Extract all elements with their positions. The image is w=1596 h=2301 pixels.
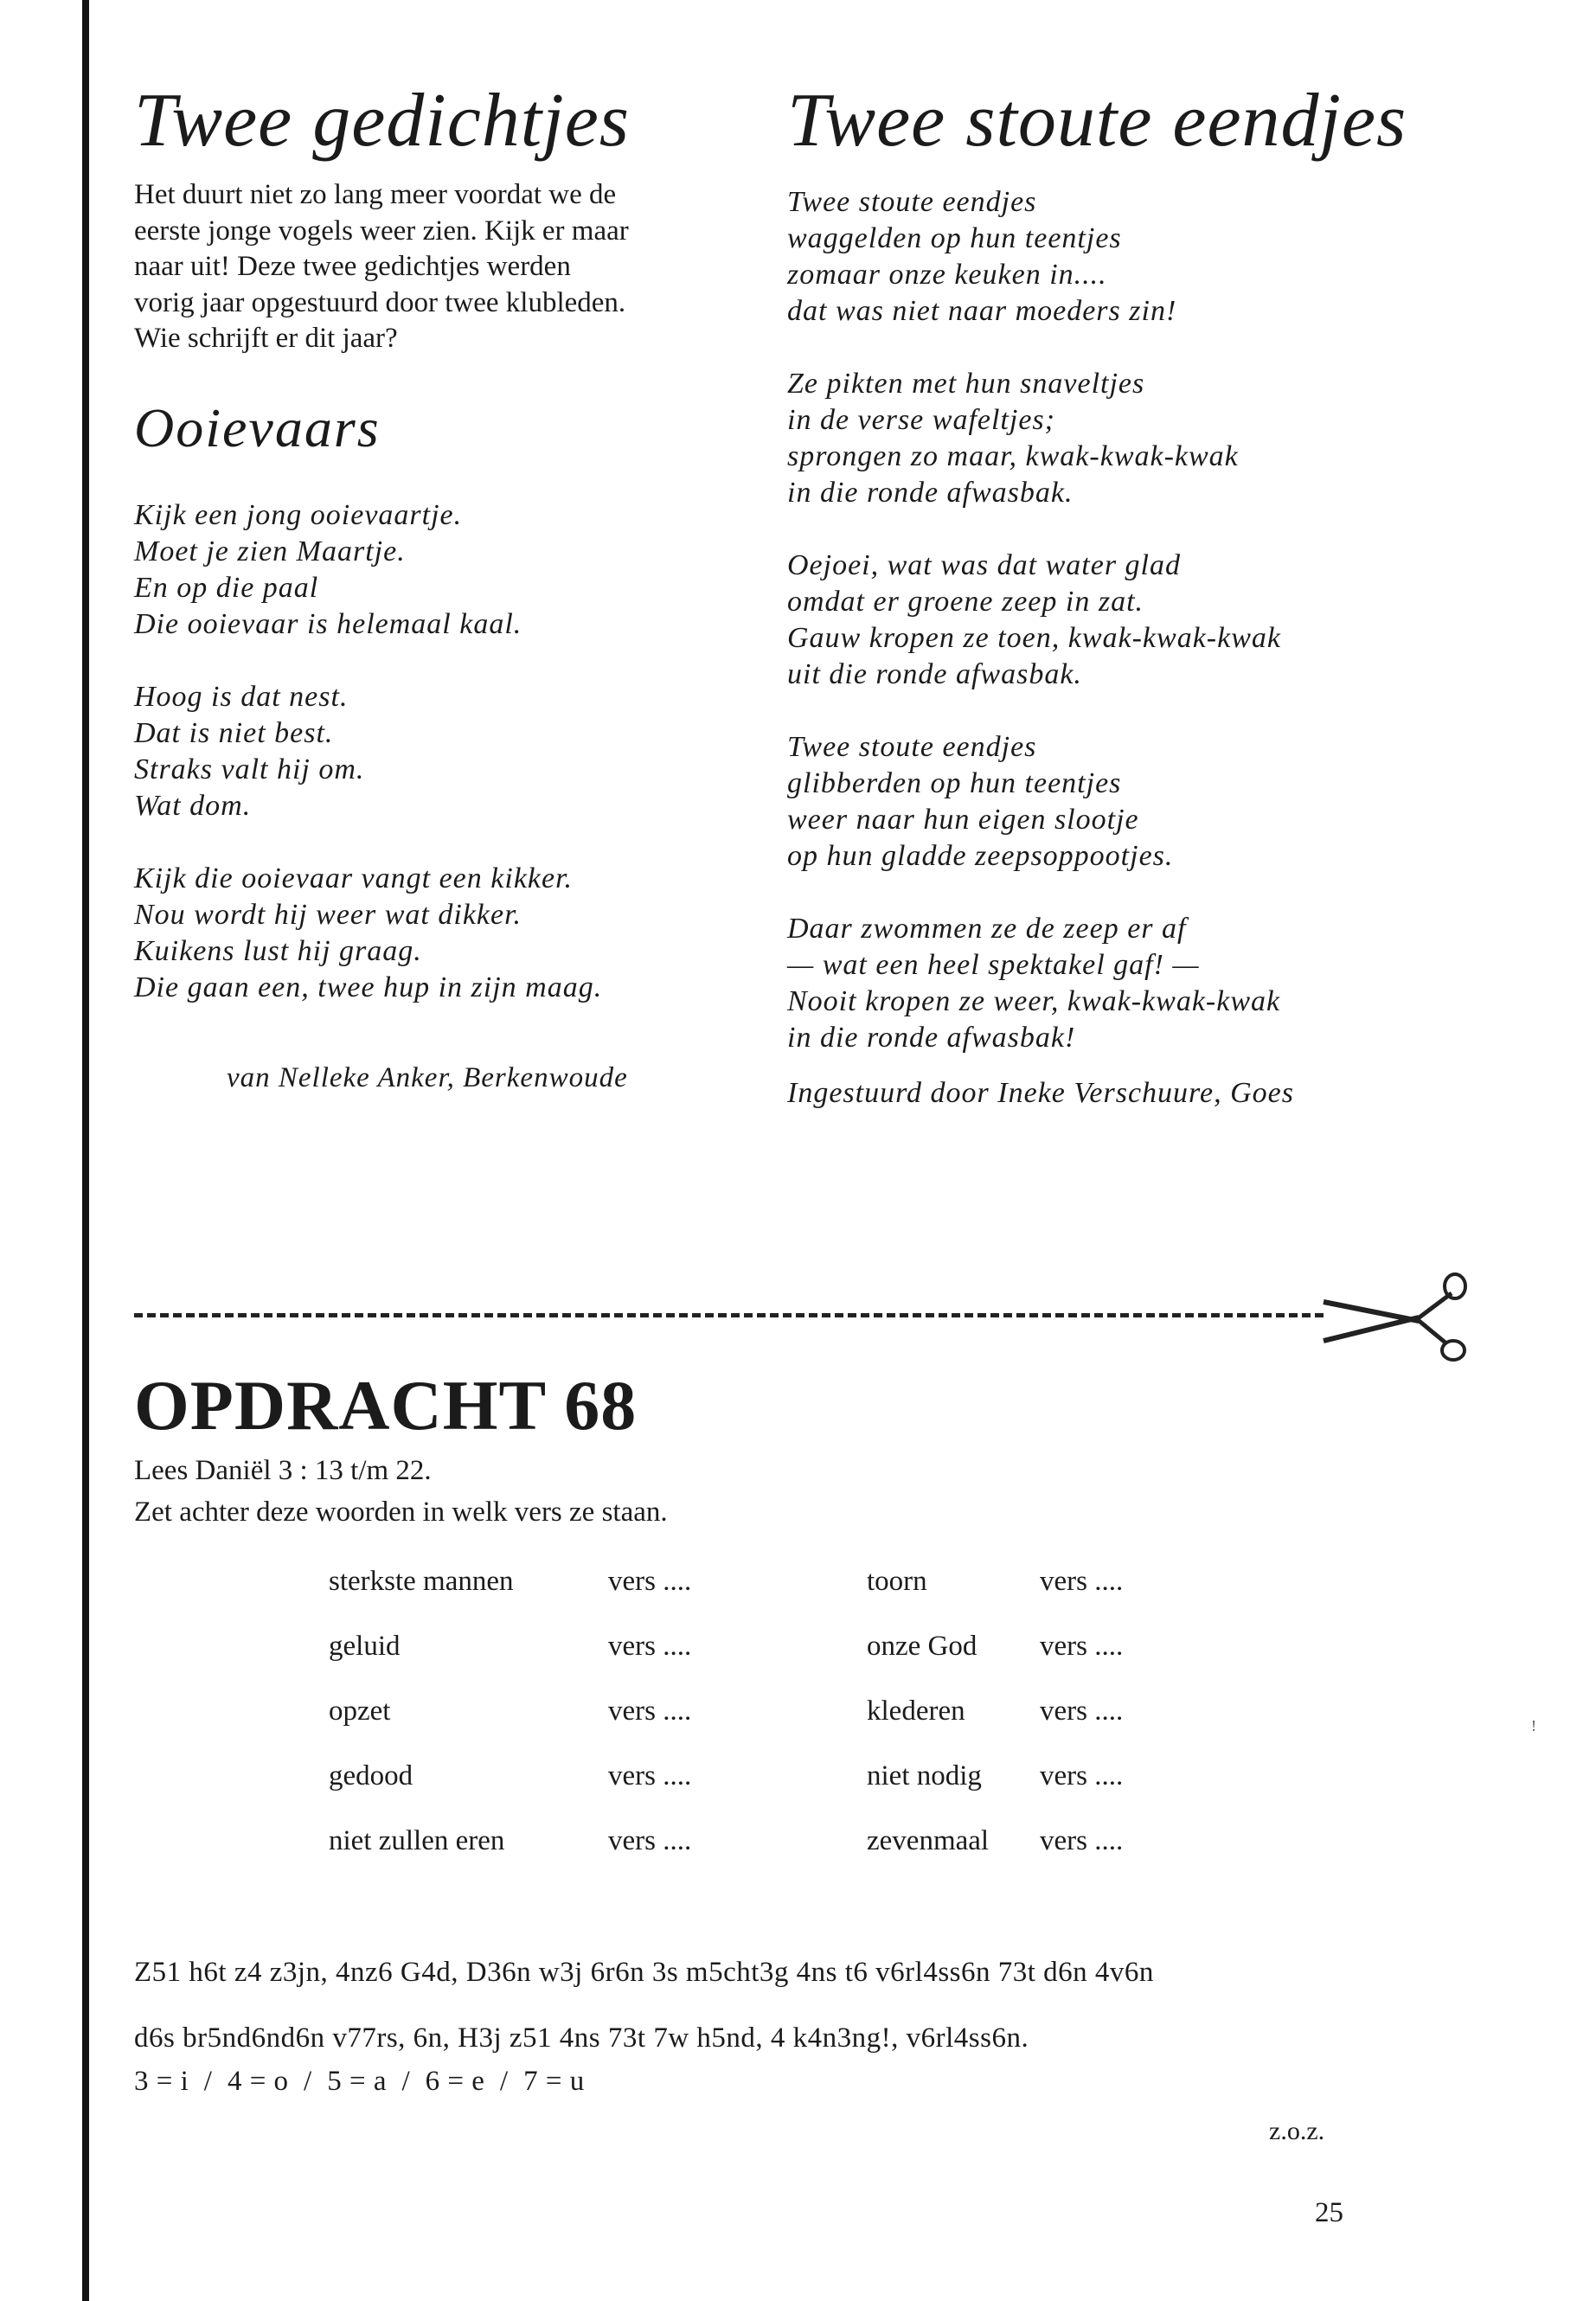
poem-line: in die ronde afwasbak! (787, 1022, 1076, 1054)
poem-line: Daar zwommen ze de zeep er af (787, 913, 1187, 945)
right-column (787, 74, 1410, 1093)
poem-line: Kuikens lust hij graag. (134, 934, 422, 967)
word-left: sterkste mannen (329, 1566, 514, 1597)
cut-line (134, 1313, 1324, 1317)
poem-stanza (787, 729, 1410, 875)
verse-blank-right: vers .... (1040, 1760, 1124, 1791)
poem-line: Hoog is dat nest. (134, 680, 349, 713)
poem-line: Twee stoute eendjes (787, 186, 1037, 218)
poem-line: Kijk een jong ooievaartje. (134, 498, 463, 531)
poem-line: omdat er groene zeep in zat. (787, 586, 1144, 618)
verse-blank-right: vers .... (1040, 1631, 1124, 1662)
page-spine-bar (82, 0, 89, 2301)
opdracht-title: OPDRACHT 68 (134, 1366, 638, 1445)
verse-blank-right: vers .... (1040, 1695, 1124, 1727)
cipher-line-1: Z51 h6t z4 z3jn, 4nz6 G4d, D36n w3j 6r6n 3s m5cht3g 4ns t6 v6rl4ss6n 73t d6n 4v6n (134, 1957, 1154, 1988)
poem-line: op hun gladde zeepsoppootjes. (787, 840, 1174, 872)
poem-line: zomaar onze keuken in.... (787, 259, 1107, 291)
credit-left: van Nelleke Anker, Berkenwoude (227, 1062, 628, 1093)
left-title: Twee gedichtjes (134, 79, 630, 163)
left-column (134, 74, 722, 1042)
verse-blank-right: vers .... (1040, 1825, 1124, 1856)
poem-stanza (134, 679, 722, 824)
poem-line: Dat is niet best. (134, 716, 334, 749)
poem-line: Wat dom. (134, 789, 252, 822)
poem-line: Gauw kropen ze toen, kwak-kwak-kwak (787, 622, 1281, 654)
verse-blank-left: vers .... (608, 1825, 692, 1856)
word-right: toorn (867, 1566, 927, 1597)
poem-line: Straks valt hij om. (134, 753, 365, 785)
verse-blank-left: vers .... (608, 1631, 692, 1662)
poem-line: En op die paal (134, 571, 319, 604)
scissors-icon (1315, 1267, 1471, 1371)
poem-line: Nou wordt hij weer wat dikker. (134, 898, 522, 931)
word-right: onze God (867, 1631, 977, 1662)
word-left: geluid (329, 1631, 401, 1662)
poem-ooievaars (134, 497, 722, 1006)
poem-line: Twee stoute eendjes (787, 731, 1037, 763)
cipher-line-2: d6s br5nd6nd6n v77rs, 6n, H3j z51 4ns 73t 7w h5nd, 4 k4n3ng!, v6rl4ss6n. (134, 2022, 1029, 2054)
word-left: gedood (329, 1760, 413, 1791)
poem-line: uit die ronde afwasbak. (787, 658, 1082, 690)
poem-stanza (134, 497, 722, 643)
word-right: zevenmaal (867, 1825, 990, 1856)
poem-line: sprongen zo maar, kwak-kwak-kwak (787, 440, 1239, 472)
intro-line: Wie schrijft er dit jaar? (134, 323, 398, 354)
poem-line: weer naar hun eigen slootje (787, 804, 1139, 836)
poem-line: Moet je zien Maartje. (134, 535, 406, 567)
stray-mark: ! (1531, 1717, 1536, 1734)
verse-blank-right: vers .... (1040, 1566, 1124, 1597)
poem-line: Ze pikten met hun snaveltjes (787, 368, 1145, 400)
intro-line: eerste jonge vogels weer zien. Kijk er maar (134, 215, 629, 247)
poem-line: Die ooievaar is helemaal kaal. (134, 607, 522, 640)
poem-line: glibberden op hun teentjes (787, 767, 1122, 799)
poem-line: — wat een heel spektakel gaf! — (787, 949, 1200, 981)
poem-line: in die ronde afwasbak. (787, 477, 1074, 509)
poem-stanza (134, 861, 722, 1006)
word-left: opzet (329, 1695, 391, 1727)
opdracht-instruction-1: Lees Daniël 3 : 13 t/m 22. (134, 1455, 432, 1486)
right-title: Twee stoute eendjes (787, 79, 1407, 163)
poem-stanza (787, 548, 1410, 693)
poem-stanza (787, 366, 1410, 511)
intro-paragraph (134, 177, 722, 357)
poem-line: dat was niet naar moeders zin! (787, 295, 1177, 327)
zoz-note: z.o.z. (1269, 2117, 1325, 2145)
intro-line: vorig jaar opgestuurd door twee klubleden. (134, 286, 626, 318)
poem-line: waggelden op hun teentjes (787, 222, 1122, 254)
verse-blank-left: vers .... (608, 1760, 692, 1791)
word-left: niet zullen eren (329, 1825, 505, 1856)
poem-line: Kijk die ooievaar vangt een kikker. (134, 862, 574, 894)
credit-right: Ingestuurd door Ineke Verschuure, Goes (787, 1077, 1294, 1109)
poem-title-ooievaars: Ooievaars (134, 396, 381, 458)
verse-blank-left: vers .... (608, 1566, 692, 1597)
word-right: niet nodig (867, 1760, 982, 1791)
opdracht-instruction-2: Zet achter deze woorden in welk vers ze staan. (134, 1497, 668, 1528)
poem-line: Nooit kropen ze weer, kwak-kwak-kwak (787, 985, 1281, 1017)
poem-eendjes (787, 184, 1410, 1056)
page-number: 25 (1315, 2197, 1343, 2228)
poem-line: Die gaan een, twee hup in zijn maag. (134, 971, 603, 1003)
verse-blank-left: vers .... (608, 1695, 692, 1727)
poem-stanza (787, 911, 1410, 1056)
poem-stanza (787, 184, 1410, 330)
cipher-key: 3 = i / 4 = o / 5 = a / 6 = e / 7 = u (134, 2066, 585, 2097)
intro-line: Het duurt niet zo lang meer voordat we de (134, 179, 617, 210)
poem-line: Oejoei, wat was dat water glad (787, 549, 1181, 581)
intro-line: naar uit! Deze twee gedichtjes werden (134, 251, 571, 282)
poem-line: in de verse wafeltjes; (787, 404, 1055, 436)
word-right: klederen (867, 1695, 965, 1727)
